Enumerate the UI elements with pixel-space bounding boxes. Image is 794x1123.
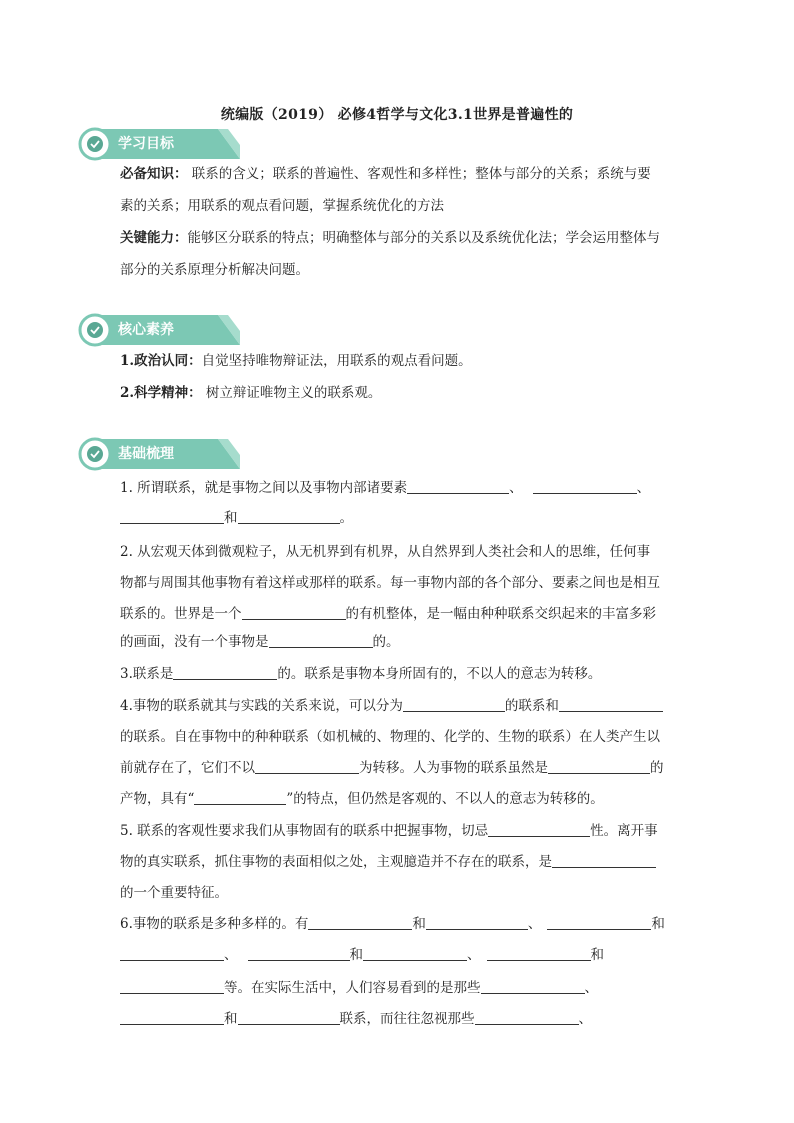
q6-line-1 bbox=[120, 909, 665, 939]
knowledge-text-1: 联系的含义；联系的普遍性、客观性和多样性；整体与部分的关系；系统与要 bbox=[187, 166, 651, 182]
q6-text: 和 bbox=[590, 947, 604, 963]
blank-field[interactable] bbox=[403, 697, 505, 712]
q4-text: ”的特点，但仍然是客观的、不以人的意志为转移的。 bbox=[286, 791, 604, 807]
q4-line-3 bbox=[120, 753, 664, 783]
q4-text: 产物，具有“ bbox=[120, 791, 195, 807]
section-banner-basics bbox=[78, 437, 240, 471]
q6-text: 、 bbox=[224, 947, 238, 963]
blank-field[interactable] bbox=[242, 605, 346, 620]
q2-text: 的有机整体，是一幅由种种联系交织起来的丰富多彩 bbox=[345, 606, 656, 622]
blank-field[interactable] bbox=[120, 979, 224, 994]
q4-line-4 bbox=[120, 784, 604, 814]
q3-text: 的。联系是事物本身所固有的，不以人的意志为转移。 bbox=[277, 666, 602, 682]
q1-end: 。 bbox=[339, 510, 353, 526]
literacy-2-label: 2.科学精神： bbox=[120, 385, 202, 401]
q5-text: 性。离开事 bbox=[590, 823, 658, 839]
blank-field[interactable] bbox=[120, 509, 224, 524]
q2-line-4 bbox=[120, 627, 400, 657]
q6-text: 联系，而往往忽视那些 bbox=[339, 1011, 475, 1027]
blank-field[interactable] bbox=[238, 1010, 340, 1025]
q2-line-3 bbox=[120, 599, 656, 629]
q5-text: 物的真实联系，抓住事物的表面相似之处，主观臆造并不存在的联系，是 bbox=[120, 854, 552, 870]
blank-field[interactable] bbox=[308, 915, 412, 930]
blank-field[interactable] bbox=[120, 946, 224, 961]
blank-field[interactable] bbox=[255, 759, 359, 774]
blank-field[interactable] bbox=[481, 979, 585, 994]
q6-text: 、 bbox=[578, 1011, 592, 1027]
q1-and: 和 bbox=[224, 510, 238, 526]
q2-line-2: 物都与周围其他事物有着这样或那样的联系。每一事物内部的各个部分、要素之间也是相互 bbox=[120, 575, 660, 591]
q6-line-3 bbox=[120, 973, 598, 1003]
q4-text: 的联系和 bbox=[504, 698, 559, 714]
knowledge-label: 必备知识： bbox=[120, 166, 188, 182]
literacy-list bbox=[120, 345, 675, 409]
page-title: 统编版（2019） 必修4哲学与文化3.1世界是普遍性的 bbox=[220, 107, 574, 123]
q1-line-2 bbox=[120, 503, 353, 533]
blank-field[interactable] bbox=[552, 853, 656, 868]
q2-text: 的画面，没有一个事物是 bbox=[120, 634, 269, 650]
q6-line-2 bbox=[120, 940, 604, 970]
q1-sep: 、 bbox=[509, 480, 523, 496]
q4-text: 为转移。人为事物的联系虽然是 bbox=[359, 760, 548, 776]
blank-field[interactable] bbox=[120, 1010, 224, 1025]
knowledge-text-2: 素的关系；用联系的观点看问题，掌握系统优化的方法 bbox=[120, 198, 444, 214]
literacy-2-text: 树立辩证唯物主义的联系观。 bbox=[201, 385, 382, 401]
goals-knowledge bbox=[120, 158, 675, 286]
blank-field[interactable] bbox=[269, 633, 373, 648]
q4-text: 的 bbox=[650, 760, 664, 776]
q4-text: 4.事物的联系就其与实践的关系来说，可以分为 bbox=[120, 698, 403, 714]
section-title-goals: 学习目标 bbox=[118, 136, 174, 152]
q3-text: 3.联系是 bbox=[120, 666, 174, 682]
section-title-literacy: 核心素养 bbox=[118, 322, 174, 338]
section-banner-literacy bbox=[78, 313, 240, 347]
q5-line-1 bbox=[120, 816, 658, 846]
q6-text: 和 bbox=[224, 1011, 238, 1027]
q4-line-2: 的联系。自在事物中的种种联系（如机械的、物理的、化学的、生物的联系）在人类产生以 bbox=[120, 729, 660, 745]
blank-field[interactable] bbox=[248, 946, 350, 961]
blank-field[interactable] bbox=[487, 946, 591, 961]
q2-end: 的。 bbox=[372, 634, 400, 650]
q3-line bbox=[120, 659, 601, 689]
q5-line-3: 的一个重要特征。 bbox=[120, 885, 228, 901]
q6-text: 6.事物的联系是多种多样的。有 bbox=[120, 916, 309, 932]
blank-field[interactable] bbox=[533, 479, 637, 494]
q1-sep: 、 bbox=[636, 480, 651, 496]
q5-line-2 bbox=[120, 847, 656, 877]
q2-line-1: 2. 从宏观天体到微观粒子，从无机界到有机界，从自然界到人类社会和人的思维，任何事 bbox=[120, 544, 651, 560]
q4-text: 前就存在了，它们不以 bbox=[120, 760, 255, 776]
ability-label: 关键能力： bbox=[120, 230, 188, 246]
blank-field[interactable] bbox=[173, 665, 277, 680]
q2-text: 联系的。世界是一个 bbox=[120, 606, 242, 622]
blank-field[interactable] bbox=[475, 1010, 579, 1025]
section-title-basics: 基础梳理 bbox=[118, 446, 174, 462]
q6-text: 、 bbox=[467, 947, 481, 963]
ability-text-1: 能够区分联系的特点；明确整体与部分的关系以及系统优化法；学会运用整体与 bbox=[187, 230, 660, 246]
q6-text: 和 bbox=[349, 947, 363, 963]
q6-text: 、 bbox=[527, 916, 542, 932]
blank-field[interactable] bbox=[548, 759, 650, 774]
blank-field[interactable] bbox=[547, 915, 651, 930]
ability-text-2: 部分的关系原理分析解决问题。 bbox=[120, 262, 309, 278]
q1-text: 1. 所谓联系，就是事物之间以及事物内部诸要素 bbox=[120, 480, 408, 496]
blank-field[interactable] bbox=[407, 479, 509, 494]
q5-text: 5. 联系的客观性要求我们从事物固有的联系中把握事物，切忌 bbox=[120, 823, 489, 839]
q6-text: 和 bbox=[412, 916, 426, 932]
literacy-1-label: 1.政治认同： bbox=[120, 353, 202, 369]
blank-field[interactable] bbox=[238, 509, 340, 524]
blank-field[interactable] bbox=[194, 790, 286, 805]
blank-field[interactable] bbox=[559, 697, 663, 712]
blank-field[interactable] bbox=[426, 915, 528, 930]
blank-field[interactable] bbox=[363, 946, 467, 961]
literacy-1-text: 自觉坚持唯物辩证法，用联系的观点看问题。 bbox=[201, 353, 472, 369]
blank-field[interactable] bbox=[488, 822, 590, 837]
q4-line-1 bbox=[120, 691, 663, 721]
q6-line-4 bbox=[120, 1004, 592, 1034]
q1-line-1 bbox=[120, 473, 650, 503]
q6-text: 和 bbox=[651, 916, 665, 932]
q6-text: 、 bbox=[584, 980, 598, 996]
section-banner-goals bbox=[78, 127, 240, 161]
q6-text: 等。在实际生活中，人们容易看到的是那些 bbox=[224, 980, 481, 996]
